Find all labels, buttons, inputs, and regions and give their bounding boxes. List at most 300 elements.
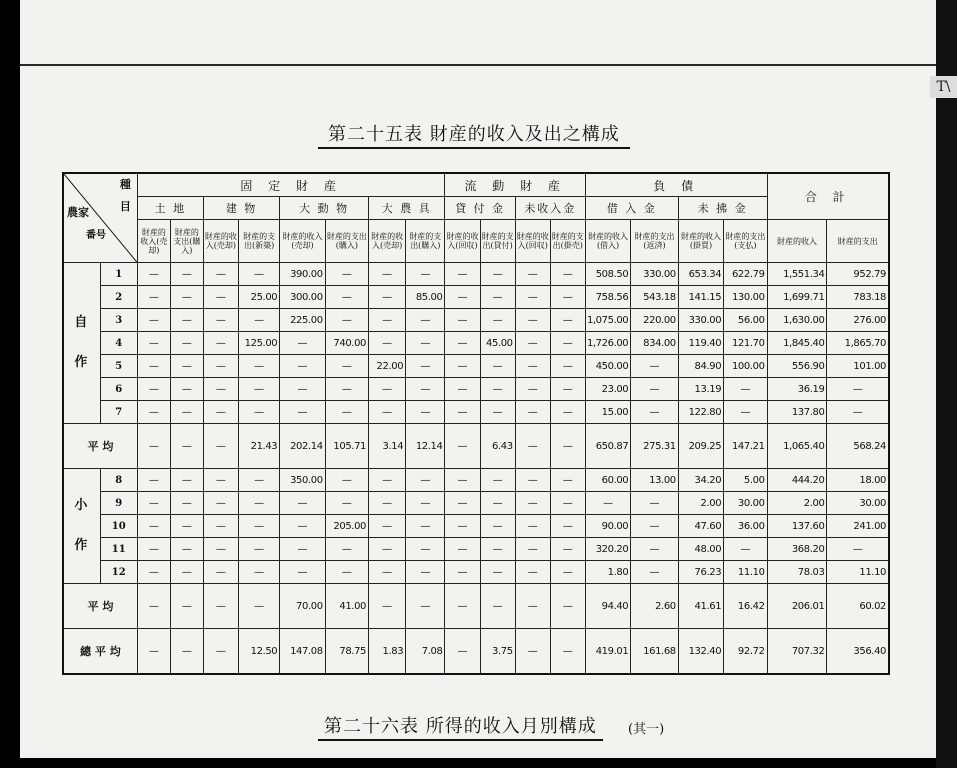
value-cell: —	[631, 492, 678, 515]
value-cell: —	[369, 378, 406, 401]
column-header: 財産的支出(購入)	[325, 220, 368, 263]
value-cell: 1,845.40	[767, 332, 827, 355]
value-cell: 22.00	[369, 355, 406, 378]
value-cell: —	[550, 378, 585, 401]
table-row	[63, 538, 889, 561]
value-cell: 202.14	[280, 424, 325, 469]
value-cell: 444.20	[767, 469, 827, 492]
value-cell: —	[369, 286, 406, 309]
column-header: 財産的收入(売却)	[280, 220, 325, 263]
value-cell: —	[325, 469, 368, 492]
value-cell: 60.02	[827, 584, 889, 629]
corner-mid-label: 目	[119, 200, 131, 213]
value-cell: 41.61	[678, 584, 723, 629]
value-cell: 707.32	[767, 629, 827, 675]
value-cell: —	[238, 263, 279, 286]
value-cell: 1,065.40	[767, 424, 827, 469]
column-header: 財産的支出(新築)	[238, 220, 279, 263]
value-cell: 48.00	[678, 538, 723, 561]
value-cell: —	[325, 309, 368, 332]
value-cell: 2.00	[678, 492, 723, 515]
value-cell: 92.72	[724, 629, 767, 675]
table-row	[63, 492, 889, 515]
table-row	[63, 332, 889, 355]
value-cell: —	[406, 561, 445, 584]
value-cell: —	[238, 561, 279, 584]
value-cell: —	[480, 492, 515, 515]
subgroup-header: 大 動 物	[280, 197, 369, 220]
header-row-columns	[63, 220, 889, 263]
value-cell: —	[137, 263, 170, 286]
value-cell: —	[550, 629, 585, 675]
value-cell: —	[203, 263, 238, 286]
value-cell: 205.00	[325, 515, 368, 538]
value-cell: —	[170, 355, 203, 378]
value-cell: —	[137, 469, 170, 492]
value-cell: —	[170, 378, 203, 401]
edge-mark: T\	[930, 76, 957, 98]
value-cell: —	[137, 286, 170, 309]
value-cell: —	[480, 355, 515, 378]
value-cell: 122.80	[678, 401, 723, 424]
value-cell: 275.31	[631, 424, 678, 469]
value-cell: —	[445, 515, 480, 538]
value-cell: 7.08	[406, 629, 445, 675]
value-cell: —	[137, 401, 170, 424]
corner-bottom-label: 番号	[86, 230, 106, 241]
value-cell: —	[203, 629, 238, 675]
value-cell: —	[203, 355, 238, 378]
value-cell: —	[325, 263, 368, 286]
value-cell: 543.18	[631, 286, 678, 309]
value-cell: —	[515, 263, 550, 286]
value-cell: —	[550, 469, 585, 492]
value-cell: 34.20	[678, 469, 723, 492]
value-cell: 105.71	[325, 424, 368, 469]
value-cell: —	[550, 401, 585, 424]
value-cell: —	[203, 286, 238, 309]
value-cell: —	[631, 538, 678, 561]
value-cell: —	[170, 424, 203, 469]
value-cell: 47.60	[678, 515, 723, 538]
row-number: 7	[100, 401, 137, 424]
value-cell: —	[445, 469, 480, 492]
row-number: 9	[100, 492, 137, 515]
value-cell: —	[203, 332, 238, 355]
value-cell: 85.00	[406, 286, 445, 309]
value-cell: 36.00	[724, 515, 767, 538]
table-title: 第二十五表 財産的收入及出之構成	[318, 120, 630, 149]
value-cell: —	[515, 286, 550, 309]
value-cell: 1,726.00	[585, 332, 630, 355]
value-cell: 330.00	[678, 309, 723, 332]
value-cell: —	[203, 424, 238, 469]
value-cell: 30.00	[827, 492, 889, 515]
value-cell: 36.19	[767, 378, 827, 401]
value-cell: —	[631, 378, 678, 401]
header-row-subgroups	[63, 197, 889, 220]
value-cell: —	[238, 469, 279, 492]
value-cell: —	[724, 378, 767, 401]
value-cell: 206.01	[767, 584, 827, 629]
value-cell: —	[515, 332, 550, 355]
column-header: 財産的收入(売却)	[203, 220, 238, 263]
value-cell: —	[369, 492, 406, 515]
value-cell: —	[238, 492, 279, 515]
group-fixed-assets: 固 定 財 産	[137, 173, 445, 197]
column-header: 財産的收入(売却)	[369, 220, 406, 263]
value-cell: —	[170, 469, 203, 492]
value-cell: —	[203, 515, 238, 538]
value-cell: —	[280, 538, 325, 561]
table-row	[63, 401, 889, 424]
value-cell: —	[170, 401, 203, 424]
column-header: 財産的支出(返済)	[631, 220, 678, 263]
value-cell: 2.60	[631, 584, 678, 629]
value-cell: —	[137, 355, 170, 378]
value-cell: —	[203, 378, 238, 401]
table-row	[63, 263, 889, 286]
value-cell: 132.40	[678, 629, 723, 675]
value-cell: —	[325, 538, 368, 561]
value-cell: —	[445, 492, 480, 515]
total-average-label: 總 平 均	[63, 629, 137, 675]
value-cell: 1.83	[369, 629, 406, 675]
value-cell: 1,551.34	[767, 263, 827, 286]
page-fold-line	[20, 64, 936, 66]
total-average-row	[63, 629, 889, 675]
value-cell: —	[515, 492, 550, 515]
subgroup-header: 建 物	[203, 197, 279, 220]
value-cell: 15.00	[585, 401, 630, 424]
value-cell: 3.75	[480, 629, 515, 675]
financial-table	[62, 172, 890, 675]
value-cell: —	[170, 286, 203, 309]
value-cell: 11.10	[724, 561, 767, 584]
row-number: 1	[100, 263, 137, 286]
column-header: 財産的收入(回収)	[515, 220, 550, 263]
value-cell: —	[550, 286, 585, 309]
value-cell: 350.00	[280, 469, 325, 492]
value-cell: —	[238, 584, 279, 629]
value-cell: —	[280, 401, 325, 424]
value-cell: —	[445, 584, 480, 629]
column-header: 財産的收入(借入)	[585, 220, 630, 263]
value-cell: —	[406, 492, 445, 515]
row-number: 10	[100, 515, 137, 538]
value-cell: —	[550, 538, 585, 561]
value-cell: —	[137, 515, 170, 538]
value-cell: 125.00	[238, 332, 279, 355]
value-cell: —	[827, 538, 889, 561]
value-cell: —	[550, 424, 585, 469]
value-cell: —	[406, 378, 445, 401]
value-cell: 60.00	[585, 469, 630, 492]
value-cell: 650.87	[585, 424, 630, 469]
corner-left-label: 農家	[67, 206, 89, 219]
column-header: 財産的收入(回収)	[445, 220, 480, 263]
value-cell: —	[137, 378, 170, 401]
value-cell: —	[203, 538, 238, 561]
value-cell: 137.60	[767, 515, 827, 538]
value-cell: —	[480, 561, 515, 584]
value-cell: —	[280, 355, 325, 378]
value-cell: —	[369, 469, 406, 492]
value-cell: —	[724, 538, 767, 561]
value-cell: —	[170, 561, 203, 584]
value-cell: —	[515, 561, 550, 584]
value-cell: 390.00	[280, 263, 325, 286]
value-cell: —	[480, 401, 515, 424]
value-cell: —	[445, 355, 480, 378]
value-cell: 568.24	[827, 424, 889, 469]
value-cell: —	[585, 492, 630, 515]
value-cell: —	[203, 561, 238, 584]
value-cell: —	[445, 401, 480, 424]
value-cell: —	[406, 401, 445, 424]
average-row	[63, 584, 889, 629]
value-cell: 130.00	[724, 286, 767, 309]
value-cell: —	[137, 538, 170, 561]
value-cell: —	[170, 263, 203, 286]
value-cell: —	[480, 263, 515, 286]
value-cell: 740.00	[325, 332, 368, 355]
table-row	[63, 515, 889, 538]
value-cell: —	[515, 378, 550, 401]
value-cell: —	[480, 309, 515, 332]
table-row	[63, 309, 889, 332]
value-cell: —	[724, 401, 767, 424]
row-number: 12	[100, 561, 137, 584]
value-cell: 78.03	[767, 561, 827, 584]
value-cell: 18.00	[827, 469, 889, 492]
value-cell: 70.00	[280, 584, 325, 629]
value-cell: 147.21	[724, 424, 767, 469]
value-cell: —	[369, 538, 406, 561]
value-cell: —	[238, 355, 279, 378]
column-header: 財産的收入	[767, 220, 827, 263]
value-cell: —	[170, 515, 203, 538]
value-cell: —	[480, 286, 515, 309]
value-cell: 952.79	[827, 263, 889, 286]
value-cell: 450.00	[585, 355, 630, 378]
corner-top-label: 種	[119, 178, 131, 191]
table-row	[63, 469, 889, 492]
value-cell: 653.34	[678, 263, 723, 286]
value-cell: —	[137, 629, 170, 675]
value-cell: —	[369, 515, 406, 538]
value-cell: 56.00	[724, 309, 767, 332]
value-cell: 45.00	[480, 332, 515, 355]
value-cell: —	[515, 424, 550, 469]
value-cell: —	[170, 538, 203, 561]
subgroup-header: 土 地	[137, 197, 203, 220]
value-cell: —	[550, 561, 585, 584]
value-cell: —	[631, 561, 678, 584]
value-cell: —	[170, 584, 203, 629]
value-cell: 78.75	[325, 629, 368, 675]
value-cell: 90.00	[585, 515, 630, 538]
value-cell: 419.01	[585, 629, 630, 675]
value-cell: —	[406, 332, 445, 355]
section-label: 自 作	[63, 263, 100, 424]
value-cell: —	[550, 309, 585, 332]
value-cell: 5.00	[724, 469, 767, 492]
value-cell: 94.40	[585, 584, 630, 629]
value-cell: —	[369, 401, 406, 424]
value-cell: 141.15	[678, 286, 723, 309]
value-cell: —	[550, 515, 585, 538]
value-cell: —	[203, 584, 238, 629]
value-cell: —	[170, 309, 203, 332]
value-cell: —	[170, 332, 203, 355]
column-header: 財産的支出(掛売)	[550, 220, 585, 263]
value-cell: 121.70	[724, 332, 767, 355]
value-cell: 11.10	[827, 561, 889, 584]
value-cell: —	[406, 263, 445, 286]
row-number: 2	[100, 286, 137, 309]
row-number: 5	[100, 355, 137, 378]
value-cell: —	[515, 538, 550, 561]
value-cell: —	[238, 378, 279, 401]
value-cell: —	[238, 515, 279, 538]
subgroup-header: 未 拂 金	[678, 197, 767, 220]
value-cell: 137.80	[767, 401, 827, 424]
value-cell: —	[238, 538, 279, 561]
value-cell: —	[515, 355, 550, 378]
value-cell: —	[480, 515, 515, 538]
value-cell: 41.00	[325, 584, 368, 629]
value-cell: —	[550, 263, 585, 286]
value-cell: —	[550, 584, 585, 629]
value-cell: —	[203, 492, 238, 515]
value-cell: —	[515, 401, 550, 424]
value-cell: —	[325, 286, 368, 309]
value-cell: —	[550, 355, 585, 378]
value-cell: —	[170, 492, 203, 515]
value-cell: 1,630.00	[767, 309, 827, 332]
value-cell: 276.00	[827, 309, 889, 332]
value-cell: —	[515, 309, 550, 332]
value-cell: —	[137, 424, 170, 469]
value-cell: —	[280, 561, 325, 584]
value-cell: —	[480, 538, 515, 561]
value-cell: —	[325, 401, 368, 424]
value-cell: 147.08	[280, 629, 325, 675]
value-cell: —	[515, 629, 550, 675]
value-cell: —	[631, 401, 678, 424]
value-cell: 23.00	[585, 378, 630, 401]
value-cell: —	[137, 561, 170, 584]
value-cell: —	[203, 309, 238, 332]
value-cell: —	[280, 492, 325, 515]
value-cell: —	[238, 309, 279, 332]
value-cell: —	[480, 469, 515, 492]
value-cell: —	[445, 263, 480, 286]
row-number: 8	[100, 469, 137, 492]
value-cell: —	[406, 584, 445, 629]
next-table-title: 第二十六表 所得的收入月別構成	[318, 712, 603, 741]
value-cell: —	[631, 515, 678, 538]
value-cell: —	[445, 309, 480, 332]
group-liabilities: 負 債	[585, 173, 767, 197]
value-cell: —	[515, 469, 550, 492]
value-cell: —	[445, 332, 480, 355]
value-cell: —	[369, 309, 406, 332]
value-cell: —	[325, 561, 368, 584]
table-row	[63, 378, 889, 401]
value-cell: —	[445, 561, 480, 584]
column-header: 財産的支出(支払)	[724, 220, 767, 263]
next-table-part-mark: (其一)	[628, 722, 665, 737]
row-number: 11	[100, 538, 137, 561]
subgroup-header: 貸 付 金	[445, 197, 515, 220]
value-cell: —	[827, 401, 889, 424]
average-label: 平 均	[63, 424, 137, 469]
value-cell: 30.00	[724, 492, 767, 515]
subgroup-header: 未收入金	[515, 197, 585, 220]
group-current-assets: 流 動 財 産	[445, 173, 585, 197]
subgroup-header: 大 農 具	[369, 197, 445, 220]
value-cell: 2.00	[767, 492, 827, 515]
value-cell: 21.43	[238, 424, 279, 469]
value-cell: —	[280, 332, 325, 355]
group-total: 合 計	[767, 173, 889, 220]
value-cell: —	[445, 378, 480, 401]
value-cell: —	[406, 355, 445, 378]
table-row	[63, 355, 889, 378]
header-row-groups	[63, 173, 889, 197]
value-cell: —	[515, 584, 550, 629]
value-cell: —	[550, 332, 585, 355]
value-cell: 300.00	[280, 286, 325, 309]
column-header: 財産的收入(売却)	[137, 220, 170, 263]
value-cell: 783.18	[827, 286, 889, 309]
value-cell: —	[369, 561, 406, 584]
value-cell: —	[445, 424, 480, 469]
value-cell: 320.20	[585, 538, 630, 561]
value-cell: 12.50	[238, 629, 279, 675]
column-header: 財産的支出(貸付)	[480, 220, 515, 263]
value-cell: 119.40	[678, 332, 723, 355]
row-number: 6	[100, 378, 137, 401]
value-cell: 209.25	[678, 424, 723, 469]
corner-header	[63, 173, 137, 263]
value-cell: 225.00	[280, 309, 325, 332]
column-header: 財産的支出	[827, 220, 889, 263]
value-cell: —	[137, 492, 170, 515]
value-cell: —	[827, 378, 889, 401]
column-header: 財産的收入(掛買)	[678, 220, 723, 263]
value-cell: 1.80	[585, 561, 630, 584]
value-cell: —	[137, 584, 170, 629]
value-cell: —	[280, 515, 325, 538]
row-number: 4	[100, 332, 137, 355]
value-cell: 622.79	[724, 263, 767, 286]
value-cell: 368.20	[767, 538, 827, 561]
value-cell: 12.14	[406, 424, 445, 469]
value-cell: 758.56	[585, 286, 630, 309]
value-cell: —	[445, 286, 480, 309]
value-cell: 13.00	[631, 469, 678, 492]
scan-edge	[936, 0, 957, 768]
value-cell: 6.43	[480, 424, 515, 469]
average-row	[63, 424, 889, 469]
value-cell: —	[369, 332, 406, 355]
average-label: 平 均	[63, 584, 137, 629]
value-cell: 556.90	[767, 355, 827, 378]
value-cell: 161.68	[631, 629, 678, 675]
